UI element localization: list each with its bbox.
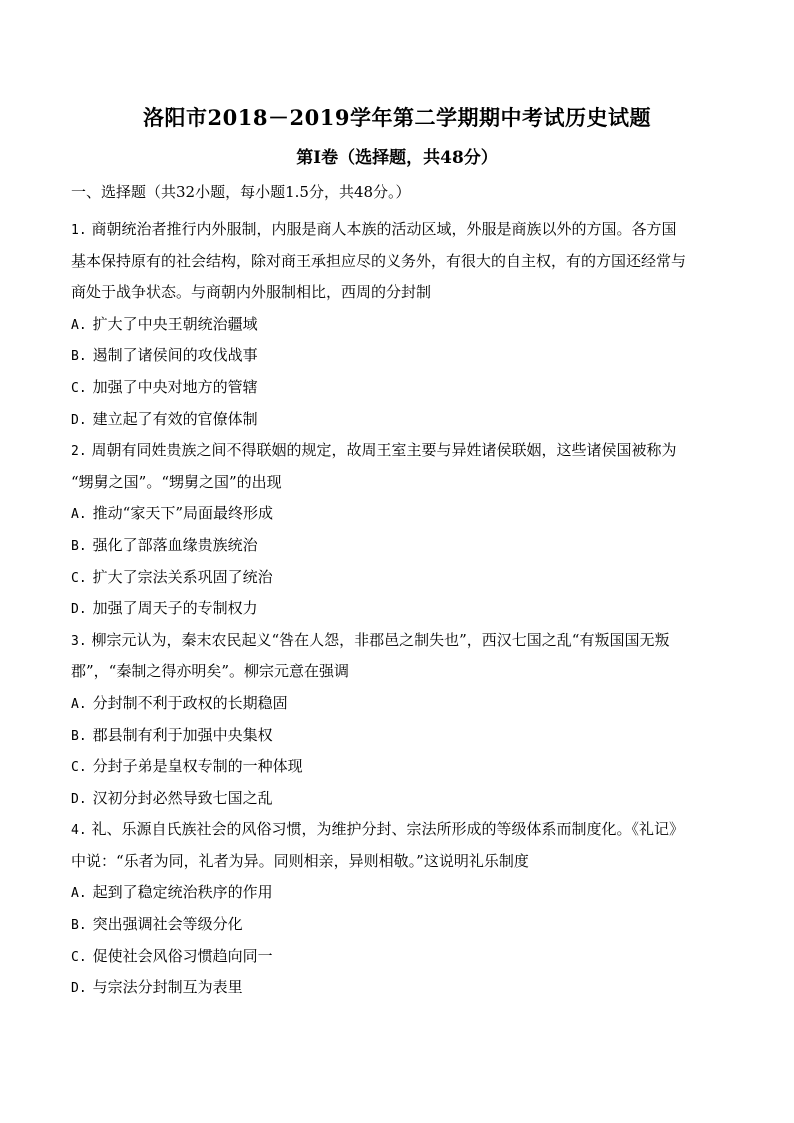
option-a xyxy=(71,309,723,341)
questions-list xyxy=(71,214,723,1004)
option-letter: C. xyxy=(71,570,87,586)
option-a xyxy=(71,498,723,530)
question-2 xyxy=(71,435,723,625)
option-letter: C. xyxy=(71,380,87,396)
question-stem-line: 中说：“乐者为同，礼者为异。同则相亲，异则相敬。”这说明礼乐制度 xyxy=(71,851,529,870)
option-letter: D. xyxy=(71,791,87,807)
option-text: 建立起了有效的官僚体制 xyxy=(92,409,258,428)
option-text: 汉初分封必然导致七国之乱 xyxy=(92,788,273,807)
option-d xyxy=(71,404,723,436)
question-4 xyxy=(71,814,723,1004)
option-b xyxy=(71,909,723,941)
question-number: 1. xyxy=(71,223,87,238)
part-subtitle: 第Ⅰ卷（选择题，共48分） xyxy=(296,148,498,168)
question-stem-line: 郡”，“秦制之得亦明矣”。柳宗元意在强调 xyxy=(71,662,350,681)
question-1 xyxy=(71,214,723,435)
option-letter: D. xyxy=(71,602,87,618)
question-stem-text: 柳宗元认为，秦末农民起义“咎在人怨，非郡邑之制失也”，西汉七国之乱“有叛国国无叛 xyxy=(91,630,670,649)
question-number: 3. xyxy=(71,633,87,649)
question-stem-line xyxy=(71,625,723,657)
option-letter: B. xyxy=(71,918,87,934)
option-text: 强化了部落血缘贵族统治 xyxy=(92,535,258,554)
question-stem-text: 周朝有同姓贵族之间不得联姻的规定，故周王室主要与异姓诸侯联姻，这些诸侯国被称为 xyxy=(91,441,677,460)
option-letter: B. xyxy=(71,538,87,554)
option-text: 加强了中央对地方的管辖 xyxy=(92,377,258,396)
option-letter: C. xyxy=(71,949,87,965)
question-number: 2. xyxy=(71,444,87,460)
option-text: 加强了周天子的专制权力 xyxy=(92,599,258,618)
option-text: 遏制了诸侯间的攻伐战事 xyxy=(92,346,258,365)
option-text: 起到了稳定统治秩序的作用 xyxy=(92,883,273,902)
question-stem-line xyxy=(71,435,723,467)
option-letter: A. xyxy=(71,696,87,712)
question-stem-line: “甥舅之国”。“甥舅之国”的出现 xyxy=(71,472,282,491)
question-stem-text: 商朝统治者推行内外服制，内服是商人本族的活动区域，外服是商族以外的方国。各方国 xyxy=(91,220,677,238)
option-text: 分封子弟是皇权专制的一种体现 xyxy=(92,757,303,776)
option-c xyxy=(71,562,723,594)
option-d xyxy=(71,972,723,1004)
question-stem-line xyxy=(71,814,723,846)
option-letter: D. xyxy=(71,981,87,997)
option-letter: B. xyxy=(71,728,87,744)
option-letter: A. xyxy=(71,317,87,333)
question-3 xyxy=(71,625,723,815)
option-text: 扩大了宗法关系巩固了统治 xyxy=(92,567,273,586)
option-c xyxy=(71,751,723,783)
section-heading: 一、选择题（共32小题，每小题1.5分，共48分。） xyxy=(71,183,411,201)
question-stem-line: 基本保持原有的社会结构，除对商王承担应尽的义务外，有很大的自主权，有的方国还经常与 xyxy=(71,251,687,270)
option-text: 扩大了中央王朝统治疆域 xyxy=(92,314,258,333)
option-d xyxy=(71,593,723,625)
option-b xyxy=(71,530,723,562)
option-c xyxy=(71,372,723,404)
option-a xyxy=(71,688,723,720)
question-number: 4. xyxy=(71,823,87,839)
option-text: 分封制不利于政权的长期稳固 xyxy=(92,693,288,712)
question-stem-line: 商处于战争状态。与商朝内外服制相比，西周的分封制 xyxy=(71,283,432,302)
option-c xyxy=(71,941,723,973)
option-text: 郡县制有利于加强中央集权 xyxy=(92,725,273,744)
option-a xyxy=(71,877,723,909)
option-d xyxy=(71,783,723,815)
option-text: 突出强调社会等级分化 xyxy=(92,915,243,934)
option-letter: A. xyxy=(71,886,87,902)
option-text: 与宗法分封制互为表里 xyxy=(92,978,243,997)
page-title: 洛阳市2018－2019学年第二学期期中考试历史试题 xyxy=(143,105,651,130)
option-text: 推动“家天下”局面最终形成 xyxy=(92,504,273,523)
option-letter: C. xyxy=(71,760,87,776)
option-b xyxy=(71,720,723,752)
option-text: 促使社会风俗习惯趋向同一 xyxy=(92,946,273,965)
question-stem-line xyxy=(71,214,723,246)
option-letter: B. xyxy=(71,349,87,365)
option-letter: D. xyxy=(71,412,87,428)
option-letter: A. xyxy=(71,507,87,523)
option-b xyxy=(71,340,723,372)
question-stem-text: 礼、乐源自氏族社会的风俗习惯，为维护分封、宗法所形成的等级体系而制度化。《礼记》 xyxy=(91,820,684,839)
